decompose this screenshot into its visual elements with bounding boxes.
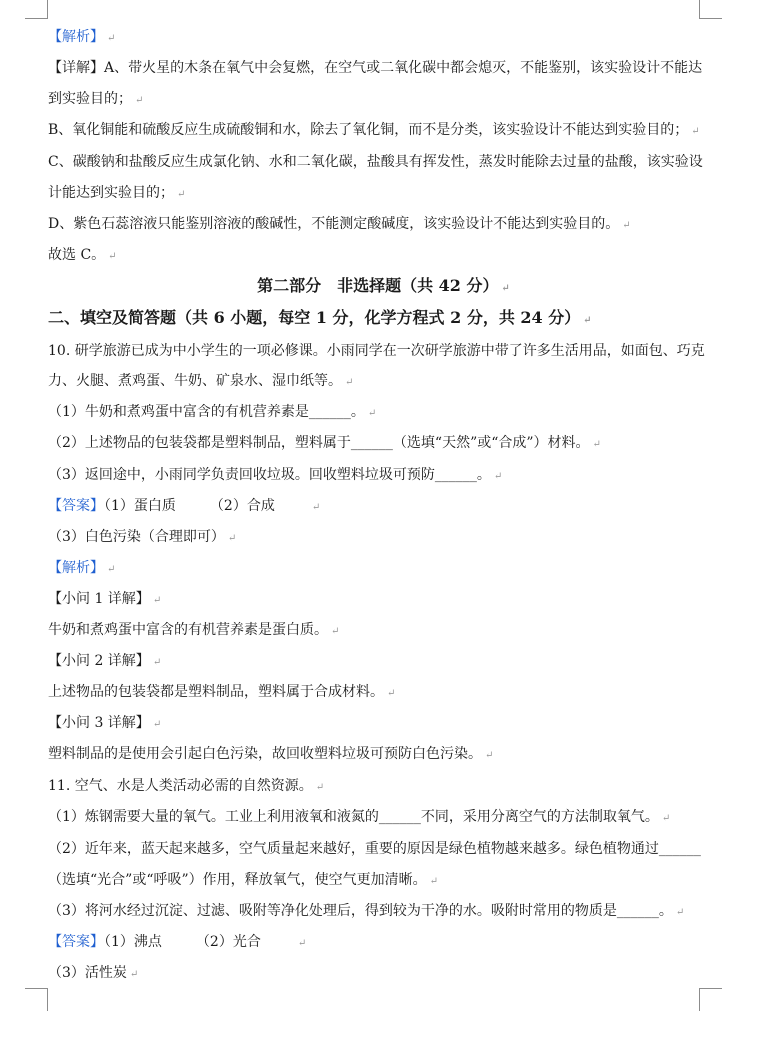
answer-11-line-2: （3）活性炭 ↵ [48, 965, 139, 981]
conclusion-line: 故选 C。 ↵ [48, 247, 117, 263]
detail-b-line: B、氧化铜能和硫酸反应生成硫酸铜和水，除去了氧化铜，而不是分类，该实验设计不能达到实验目的； ↵ [48, 122, 700, 138]
detail-d-line: D、紫色石蕊溶液只能鉴别溶液的酸碱性，不能测定酸碱度，该实验设计不能达到实验目的。 ↵ [48, 216, 631, 232]
subquestion-2-heading: 【小问 2 详解】 ↵ [48, 653, 162, 669]
answer-label: 【答案】 [48, 934, 104, 950]
paragraph-mark: ↵ [485, 750, 494, 761]
subquestion-1-heading: 【小问 1 详解】 ↵ [48, 591, 162, 607]
question-10-line-1: 10. 研学旅游已成为中小学生的一项必修课。小雨同学在一次研学旅游中带了许多生活用品，如面包、巧克 [48, 343, 705, 359]
paragraph-mark: ↵ [493, 471, 503, 482]
paragraph-mark: ↵ [227, 533, 237, 544]
analysis-label-10: 【解析】 ↵ [48, 560, 116, 576]
paragraph-mark: ↵ [315, 782, 325, 793]
analysis-label: 【解析】 ↵ [48, 29, 116, 45]
answer-label: 【答案】 [48, 498, 104, 514]
crop-mark-top-left [25, 0, 48, 19]
paragraph-mark: ↵ [107, 564, 116, 575]
section-heading: 二、填空及简答题（共 6 小题，每空 1 分，化学方程式 2 分，共 24 分） ↵ [48, 308, 592, 327]
paragraph-mark: ↵ [691, 126, 700, 137]
paragraph-mark: ↵ [345, 377, 354, 388]
subquestion-3-heading: 【小问 3 详解】 ↵ [48, 715, 162, 731]
answer-10-line-1: 【答案】（1）蛋白质 （2）合成 ↵ [48, 498, 321, 514]
paragraph-mark: ↵ [387, 688, 396, 699]
detail-c-line-1: C、碳酸钠和盐酸反应生成氯化钠、水和二氧化碳，盐酸具有挥发性，蒸发时能除去过量的盐酸，该实验设 [48, 154, 703, 170]
detail-c-line-2: 计能达到实验目的； ↵ [48, 185, 186, 201]
paragraph-mark: ↵ [675, 907, 685, 918]
paragraph-mark: ↵ [311, 502, 321, 513]
paragraph-mark: ↵ [129, 969, 139, 980]
paragraph-mark: ↵ [297, 938, 307, 949]
paragraph-mark: ↵ [622, 220, 631, 231]
question-11-part-3: （3）将河水经过沉淀、过滤、吸附等净化处理后，得到较为干净的水。吸附时常用的物质是______。 ↵ [48, 903, 685, 919]
question-11-stem: 11. 空气、水是人类活动必需的自然资源。 ↵ [48, 778, 325, 794]
question-11-part-2-line-1: （2）近年来，蓝天起来越多，空气质量起来越好，重要的原因是绿色植物越来越多。绿色植物通过______ [48, 841, 701, 857]
detail-a-line-1: 【详解】A、带火星的木条在氧气中会复燃，在空气或二氧化碳中都会熄灭，不能鉴别，该实验设计不能达 [48, 60, 703, 76]
subquestion-1-detail: 牛奶和煮鸡蛋中富含的有机营养素是蛋白质。 ↵ [48, 622, 340, 638]
crop-mark-bottom-left [25, 988, 48, 1011]
paragraph-mark: ↵ [583, 315, 592, 326]
question-10-part-2: （2）上述物品的包装袋都是塑料制品，塑料属于______（选填“天然”或“合成”）材料。 ↵ [48, 435, 601, 451]
paragraph-mark: ↵ [429, 876, 439, 887]
paragraph-mark: ↵ [501, 283, 510, 294]
crop-mark-top-right [699, 0, 722, 19]
paragraph-mark: ↵ [152, 719, 162, 730]
paragraph-mark: ↵ [177, 189, 186, 200]
answer-11-line-1: 【答案】（1）沸点 （2）光合 ↵ [48, 934, 307, 950]
crop-mark-bottom-right [699, 988, 722, 1011]
paragraph-mark: ↵ [661, 813, 671, 824]
paragraph-mark: ↵ [107, 33, 116, 44]
subquestion-2-detail: 上述物品的包装袋都是塑料制品，塑料属于合成材料。 ↵ [48, 684, 396, 700]
question-11-part-2-line-2: （选填“光合”或“呼吸”）作用，释放氧气，使空气更加清晰。 ↵ [48, 872, 439, 888]
paragraph-mark: ↵ [331, 626, 340, 637]
question-10-part-3: （3）返回途中，小雨同学负责回收垃圾。回收塑料垃圾可预防______。 ↵ [48, 467, 503, 483]
question-10-part-1: （1）牛奶和煮鸡蛋中富含的有机营养素是______。 ↵ [48, 404, 377, 420]
question-10-line-2: 力、火腿、煮鸡蛋、牛奶、矿泉水、湿巾纸等。 ↵ [48, 373, 354, 389]
paragraph-mark: ↵ [108, 251, 117, 262]
answer-10-line-2: （3）白色污染（合理即可） ↵ [48, 529, 237, 545]
detail-a-line-2: 到实验目的； ↵ [48, 91, 144, 107]
part-two-title: 第二部分 非选择题（共 42 分） ↵ [257, 276, 510, 295]
paragraph-mark: ↵ [367, 408, 377, 419]
question-11-part-1: （1）炼钢需要大量的氧气。工业上利用液氧和液氮的______不同，采用分离空气的方法制取氧气。 ↵ [48, 809, 671, 825]
paragraph-mark: ↵ [152, 595, 162, 606]
paragraph-mark: ↵ [135, 95, 144, 106]
paragraph-mark: ↵ [592, 439, 601, 450]
subquestion-3-detail: 塑料制品的是使用会引起白色污染，故回收塑料垃圾可预防白色污染。 ↵ [48, 746, 494, 762]
paragraph-mark: ↵ [152, 657, 162, 668]
